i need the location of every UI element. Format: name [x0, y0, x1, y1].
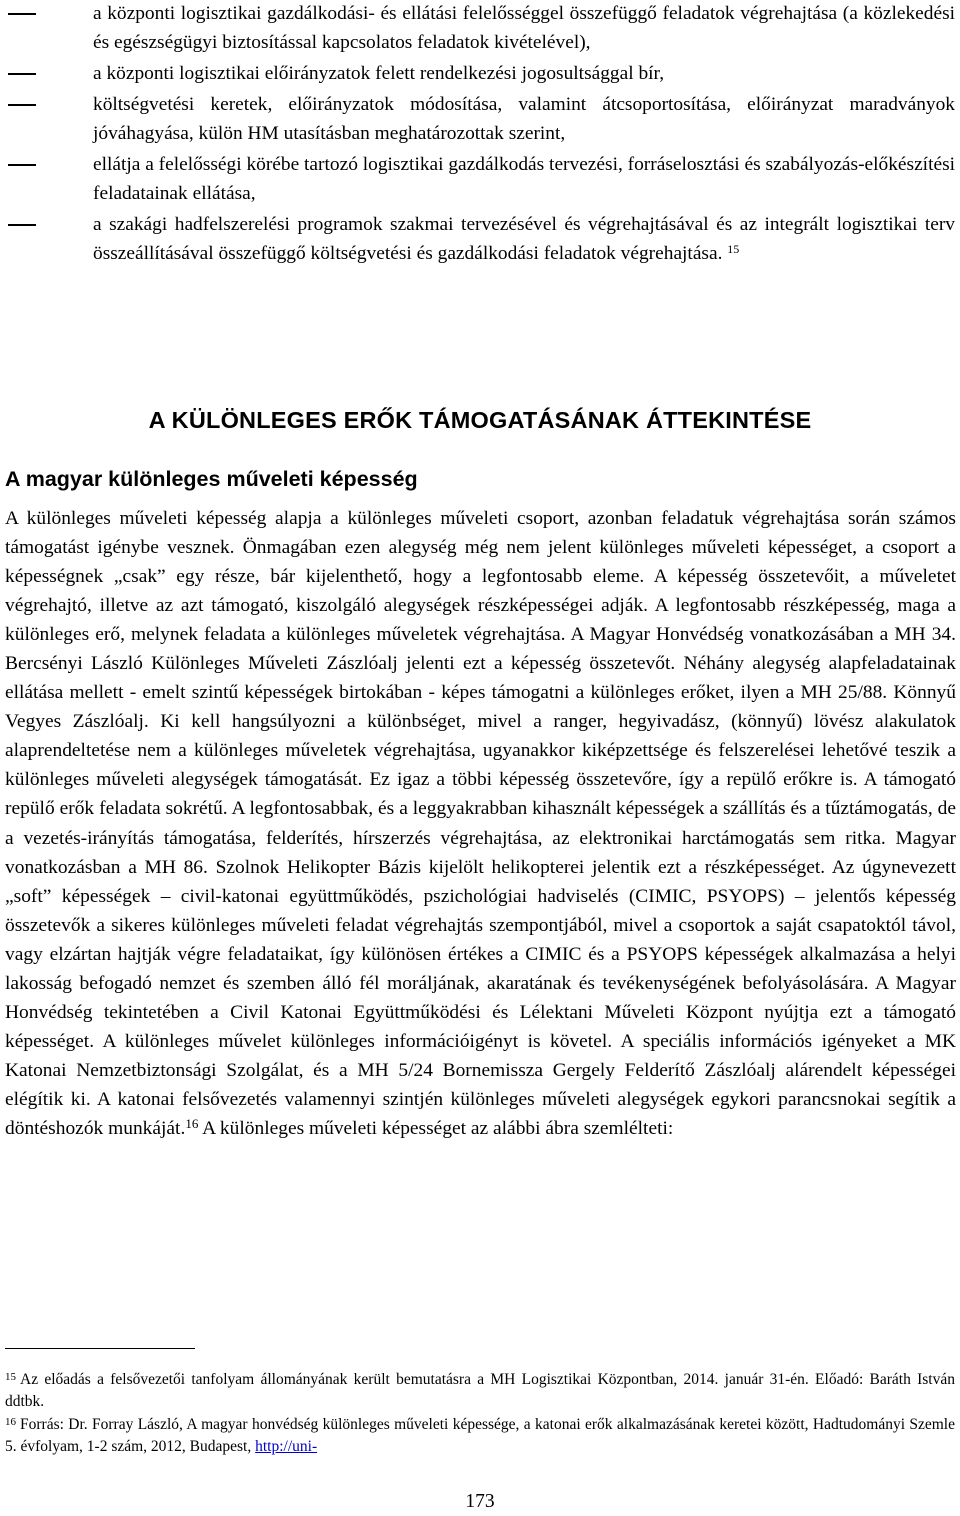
footnote-divider: [5, 1348, 195, 1349]
section-title: A KÜLÖNLEGES ERŐK TÁMOGATÁSÁNAK ÁTTEKINTÉSE: [148, 407, 812, 433]
footnote: [5, 1414, 955, 1457]
footnote: [5, 1369, 955, 1412]
list-item: [0, 210, 960, 268]
subheading: A magyar különleges műveleti képesség: [5, 467, 418, 491]
footnote-reference[interactable]: 15: [727, 242, 740, 256]
list-item: [0, 59, 960, 88]
dash-bullet-icon: [8, 224, 36, 226]
duty-list: [0, 0, 960, 268]
list-item: [0, 150, 960, 208]
footnote-number: 15: [5, 1371, 16, 1383]
list-item: [0, 90, 960, 148]
footnote-text: Forrás: Dr. Forray László, A magyar honvédség különleges műveleti képessége, a katonai erők alkalmazásának keretei között, Hadtudományi Szemle 5. évfolyam, 1-2 szám, 2012, Budapest,: [5, 1416, 955, 1455]
footnote-number: 16: [5, 1416, 16, 1428]
dash-bullet-icon: [8, 13, 36, 15]
dash-bullet-icon: [8, 73, 36, 75]
paragraph-text: A különleges műveleti képesség alapja a különleges műveleti csoport, azonban feladatuk végrehajtása során számos támogatást igénybe vesznek. Önmagában ezen alegység még nem jelent különleges műveleti képességet, a csoport a képességnek „csak” egy része, bár kijelenthető, hogy a legfontosabb eleme. A képesség összetevőit, a műveletet végrehajtó, illetve az azt támogató, kiszolgáló alegységek részképességei adják. A legfontosabb részképesség, maga a különleges erő, melynek feladata a különleges műveletek végrehajtása. A Magyar Honvédség vonatkozásában a MH 34. Bercsényi László Különleges Műveleti Zászlóalj jelenti ezt a képesség összetevőt. Néhány alegység alapfeladatainak ellátása mellett - emelt szintű képességek birtokában - képes támogatni a különleges erőket, ilyen a MH 25/88. Könnyű Vegyes Zászlóalj. Ki kell hangsúlyozni a különbséget, mivel a ranger, hegyivadász, (könnyű) lövész alakulatok alaprendeltetése nem a különleges műveletek végrehajtása, ugyanakkor kiképzettsége és felszerelései lehetővé teszik a különleges műveleti alegységek támogatását. Ez igaz a többi képesség összetevőre, így a repülő erőkre is. A támogató repülő erők feladata sokrétű. A legfontosabbak, és a leggyakrabban kihasznált képességek a szállítás és a tűztámogatás, de a vezetés-irányítás támogatása, felderítés, hírszerzés végrehajtása, az elektronikai harctámogatás sem ritka. Magyar vonatkozásban a MH 86. Szolnok Helikopter Bázis kijelölt helikopterei jelentik ezt a részképességet. Az úgynevezett „soft” képességek – civil-katonai együttműködés, pszichológiai hadviselés (CIMIC, PSYOPS) – jelentős képesség összetevők a sikeres különleges műveleti feladat végrehajtás szempontjából, mivel a csoportok a saját csapatoktól távol, vagy elzártan hajtják végre feladataikat, így különösen értékes a CIMIC és a PSYOPS képességek alkalmazása a helyi lakosság befogadó nemzet és szemben álló fél moráljának, akaratának és tevékenységének befolyásolására. A Magyar Honvédség tekintetében a Civil Katonai Együttműködési és Lélektani Műveleti Központ nyújtja ezt a támogató képességet. A különleges művelet különleges információigényt is követel. A speciális információs igényeket a MK Katonai Nemzetbiztonsági Szolgálat, és a MH 5/24 Bornemissza Gergely Felderítő Zászlóalj alárendelt képességei elégítik ki. A katonai felsővezetés valamennyi szintjén különleges műveleti alegységek egykori parancsnokai segítik a döntéshozók munkáját.: [5, 508, 956, 1139]
list-item-text: ellátja a felelősségi körébe tartozó logisztikai gazdálkodás tervezési, forráselosztási és szabályozás-előkészítési feladatainak ellátása,: [93, 154, 955, 204]
footnote-text: Az előadás a felsővezetői tanfolyam állományának került bemutatásra a MH Logisztikai Központban, 2014. január 31-én. Előadó: Baráth István ddtbk.: [5, 1371, 955, 1410]
page-number: 173: [465, 1491, 495, 1512]
footnote-reference[interactable]: 16: [185, 1115, 199, 1131]
list-item-text: a központi logisztikai előirányzatok felett rendelkezési jogosultsággal bír,: [93, 63, 665, 84]
list-item-text: a szakági hadfelszerelési programok szakmai tervezésével és végrehajtásával és az integrált logisztikai terv összeállításával összefüggő költségvetési és gazdálkodási feladatok végrehajtása.: [93, 214, 955, 264]
footnote-link[interactable]: http://uni-: [255, 1437, 318, 1455]
paragraph-text-end: A különleges műveleti képességet az alábbi ábra szemlélteti:: [198, 1117, 674, 1139]
dash-bullet-icon: [8, 164, 36, 166]
list-item-text: a központi logisztikai gazdálkodási- és ellátási felelősséggel összefüggő feladatok végrehajtása (a közlekedési és egészségügyi biztosítással kapcsolatos feladatok kivételével),: [93, 3, 955, 53]
list-item-text: költségvetési keretek, előirányzatok módosítása, valamint átcsoportosítása, előirányzat maradványok jóváhagyása, külön HM utasításban meghatározottak szerint,: [93, 94, 955, 144]
body-paragraph: [5, 504, 956, 1143]
dash-bullet-icon: [8, 104, 36, 106]
list-item: [0, 0, 960, 57]
footnotes: [5, 1369, 955, 1459]
